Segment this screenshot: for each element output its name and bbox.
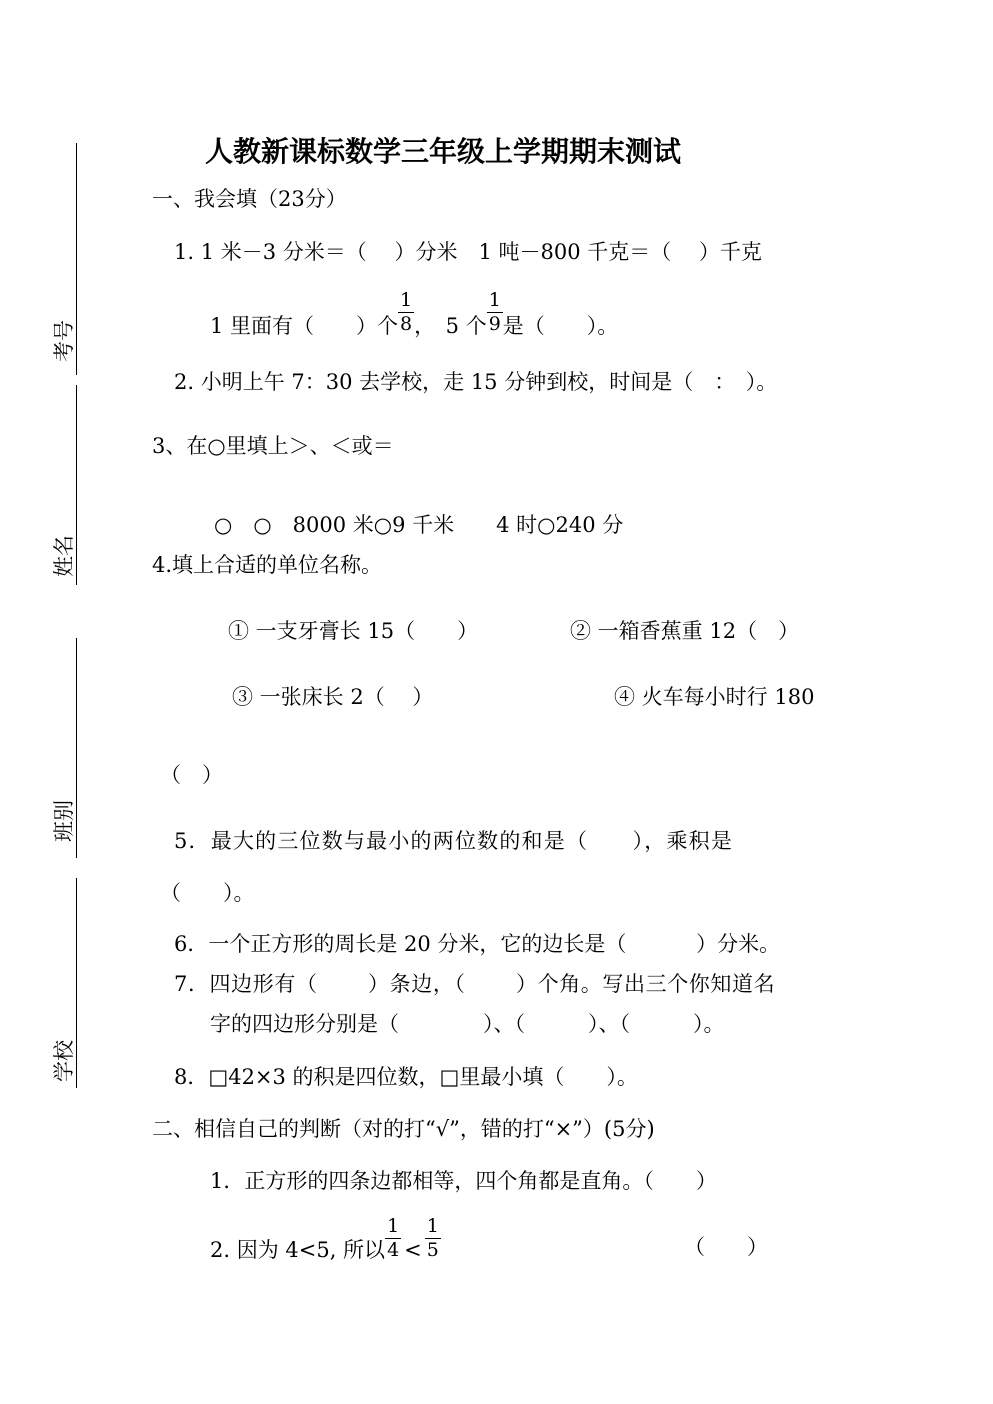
fraction-denominator: 9 bbox=[488, 312, 501, 335]
s2-q1: 1．正方形的四条边都相等，四个角都是直角。（ ） bbox=[210, 1169, 717, 1193]
q5-line1: 5．最大的三位数与最小的两位数的和是（ ），乘积是 bbox=[174, 829, 734, 853]
fraction-denominator: 8 bbox=[400, 312, 413, 335]
q1-line2-text-c: 是（ ）。 bbox=[502, 314, 619, 338]
section-1-heading: 一、我会填（23分） bbox=[152, 187, 347, 211]
q4-item-4: ④ 火车每小时行 180 bbox=[614, 685, 815, 709]
s2-q2 bbox=[210, 1208, 441, 1268]
fraction-denominator: 4 bbox=[387, 1238, 400, 1261]
fraction-numerator: 1 bbox=[400, 288, 413, 311]
q3-line: ○ ○ 8000 米○9 千米 4 时○240 分 bbox=[214, 513, 624, 537]
q1-line1: 1. 1 米－3 分米＝（ ）分米 1 吨－800 千克＝（ ）千克 bbox=[174, 240, 762, 264]
q3-heading: 3、在○里填上＞、＜或＝ bbox=[152, 434, 394, 458]
q7-line1: 7．四边形有（ ）条边，（ ）个角。写出三个你知道名 bbox=[174, 972, 776, 996]
q4-item-4-cont: （ ） bbox=[160, 763, 223, 787]
q4-item-3: ③ 一张床长 2（ ） bbox=[232, 685, 434, 709]
section-2-heading: 二、相信自己的判断（对的打“√”，错的打“×”）(5分) bbox=[152, 1117, 655, 1141]
binding-line-2 bbox=[76, 385, 77, 585]
q5-line2: （ ）。 bbox=[160, 881, 255, 905]
exam-number-label: 考号 bbox=[52, 320, 76, 362]
school-label: 学校 bbox=[52, 1040, 76, 1082]
q6: 6．一个正方形的周长是 20 分米，它的边长是（ ）分米。 bbox=[174, 932, 781, 956]
less-than-sign: < bbox=[404, 1238, 422, 1262]
q1-line2-text-a: 1 里面有（ ）个 bbox=[210, 314, 399, 338]
fraction-1-4 bbox=[385, 1214, 401, 1261]
q4-item-2: ② 一箱香蕉重 12（ ） bbox=[570, 619, 800, 643]
q1-line2 bbox=[210, 282, 618, 342]
binding-line-top bbox=[76, 143, 77, 375]
q1-line2-text-b: ， 5 个 bbox=[414, 314, 487, 338]
s2-q2-text: 2. 因为 4<5, 所以 bbox=[210, 1238, 386, 1262]
q4-heading: 4.填上合适的单位名称。 bbox=[152, 553, 383, 577]
fraction-1-9 bbox=[487, 288, 503, 335]
class-label: 班别 bbox=[52, 800, 76, 842]
q7-line2: 字的四边形分别是（ ）、（ ）、（ ）。 bbox=[210, 1012, 725, 1036]
s2-q2-answer: （ ） bbox=[684, 1235, 768, 1259]
fraction-numerator: 1 bbox=[426, 1214, 439, 1237]
fraction-numerator: 1 bbox=[387, 1214, 400, 1237]
q8: 8．□42×3 的积是四位数，□里最小填（ ）。 bbox=[174, 1065, 638, 1089]
q2: 2. 小明上午 7：30 去学校，走 15 分钟到校，时间是（ ： ）。 bbox=[174, 370, 778, 394]
fraction-1-8 bbox=[398, 288, 414, 335]
page-title: 人教新课标数学三年级上学期期末测试 bbox=[205, 135, 682, 168]
fraction-1-5 bbox=[425, 1214, 441, 1261]
binding-line-4 bbox=[76, 878, 77, 1088]
name-label: 姓名 bbox=[52, 535, 76, 577]
fraction-denominator: 5 bbox=[426, 1238, 439, 1261]
fraction-numerator: 1 bbox=[488, 288, 501, 311]
q4-item-1: ① 一支牙膏长 15（ ） bbox=[228, 619, 479, 643]
binding-line-3 bbox=[76, 638, 77, 858]
